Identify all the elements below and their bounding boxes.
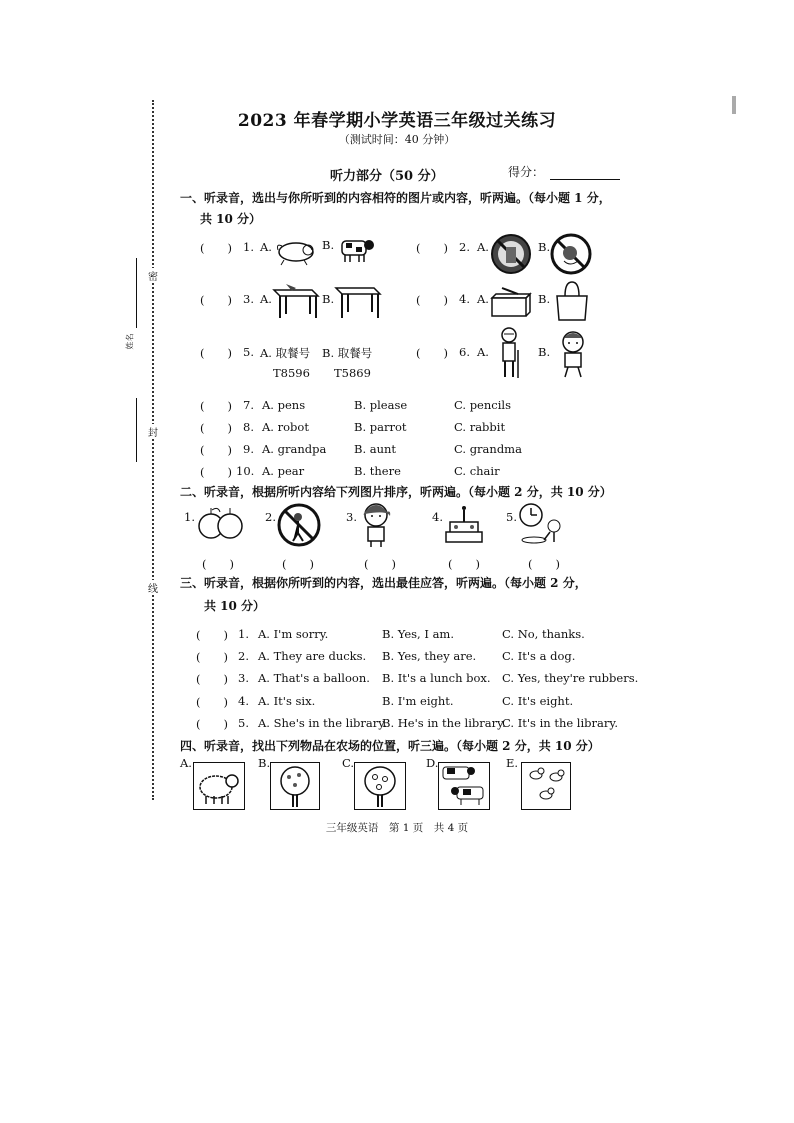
opt-c: C. It's a dog. [502,649,576,663]
score-label: 得分： [508,165,545,179]
opt-a: A. [477,240,489,254]
answer-blank[interactable]: ( ) [202,557,234,571]
answer-blank[interactable]: ( ) [282,557,314,571]
opt-b: B. [322,238,335,252]
tree-box [270,762,320,810]
desk-image [334,280,382,320]
boy-image [556,330,590,380]
birthday-cake-image [442,504,486,546]
option-letter: E. [506,756,519,770]
q-num: 10. [236,464,255,478]
opt-c: C. rabbit [454,420,506,434]
opt-b: B. parrot [354,420,407,434]
opt-b: B. [322,292,335,306]
cows-image [439,763,489,809]
opt-a: A. pear [262,464,305,478]
pencil-box-image [488,284,534,320]
answer-blank[interactable]: ( ) [200,293,232,307]
side-xian: 线 [148,580,158,595]
opt-b: B. I'm eight. [382,694,454,708]
pig-image [274,236,324,266]
q-num: 3. [243,292,254,306]
option-letter: A. [180,756,192,770]
sheep-image [194,763,244,809]
no-climbing-sign-image [490,233,532,275]
apples-image [196,504,244,544]
page-title: 2023 年春学期小学英语三年级过关练习 [237,111,557,131]
opt-a: A. I'm sorry. [258,627,329,641]
side-blank-line [136,398,137,462]
opt-a: A. [477,292,489,306]
q-num: 7. [243,398,254,412]
q-num: 5. [243,345,254,359]
opt-c: C. It's in the library. [502,716,619,730]
sec1-heading: 一、听录音，选出与你所听到的内容相符的图片或内容，听两遍。（每小题 1 分， [180,191,611,205]
pic-num: 5. [506,510,517,524]
option-letter: C. [342,756,355,770]
opt-c: C. grandma [454,442,522,456]
answer-blank[interactable]: ( ) [196,628,228,642]
q-num: 2. [238,649,249,663]
sec2-heading: 二、听录音，根据所听内容给下列图片排序，听两遍。（每小题 2 分，共 10 分） [180,485,612,499]
opt-a: A. pens [262,398,306,412]
opt-b: B. Yes, I am. [382,627,454,641]
birds-image [522,763,570,809]
opt-a: A. It's six. [258,694,316,708]
pic-num: 1. [184,510,195,524]
pic-num: 4. [432,510,443,524]
answer-blank[interactable]: ( ) [196,717,228,731]
sheep-box [193,762,245,810]
side-blank-line [136,258,137,328]
no-eating-sign-image [550,233,592,275]
option-letter: B. [258,756,271,770]
opt-b: B. there [354,464,401,478]
pic-num: 2. [265,510,276,524]
q-num: 5. [238,716,249,730]
answer-blank[interactable]: ( ) [200,241,232,255]
opt-a: A. robot [262,420,309,434]
opt-b: B. please [354,398,408,412]
answer-blank[interactable]: ( ) [196,650,228,664]
answer-blank[interactable]: ( ) [416,241,448,255]
opt-b: B. He's in the library. [382,716,506,730]
bag-image [553,280,591,322]
q-num: 1. [243,240,254,254]
opt-a: A. She's in the library. [258,716,387,730]
q-num: 9. [243,442,254,456]
test-time: （测试时间：40 分钟） [338,133,456,146]
q-num: 2. [459,240,470,254]
opt-c: C. It's eight. [502,694,574,708]
opt-b: B. It's a lunch box. [382,671,491,685]
side-name-label: 姓名 [125,333,135,350]
pic-num: 3. [346,510,357,524]
opt-c: C. chair [454,464,500,478]
tree-image [271,763,319,809]
desk-with-item-image [272,280,320,320]
opt-a: A. That's a balloon. [258,671,370,685]
answer-blank[interactable]: ( ) [364,557,396,571]
answer-blank[interactable]: ( ) [416,293,448,307]
q-num: 8. [243,420,254,434]
opt-a: A. [260,240,272,254]
no-littering-sign-image [276,502,322,548]
opt-b: B. [538,345,551,359]
score-field[interactable] [508,163,620,180]
option-letter: D. [426,756,439,770]
answer-blank[interactable]: ( ) [196,695,228,709]
opt-b-code: T5869 [334,366,371,380]
q-num: 3. [238,671,249,685]
opt-a-code: T8596 [273,366,310,380]
answer-blank[interactable]: ( ) [196,672,228,686]
opt-b: B. Yes, they are. [382,649,477,663]
answer-blank[interactable]: ( ) [200,346,232,360]
q-num: 1. [238,627,249,641]
opt-a: A. grandpa [262,442,327,456]
opt-b: B. 取餐号 [322,346,373,360]
opt-b: B. [538,240,551,254]
birds-box [521,762,571,810]
opt-a: A. They are ducks. [258,649,367,663]
cow-image [334,233,376,265]
opt-b: B. [538,292,551,306]
girl-image [356,500,396,548]
fruit-tree-box [354,762,406,810]
cows-box [438,762,490,810]
answer-blank[interactable]: ( ) [200,421,232,435]
opt-b: B. aunt [354,442,397,456]
opt-c: C. No, thanks. [502,627,585,641]
clock-and-eating-image [516,502,564,546]
sec1-heading-2: 共 10 分） [200,212,262,226]
grandpa-image [494,326,524,380]
opt-a: A. [477,345,489,359]
opt-a: A. 取餐号 [260,346,311,360]
sec3-heading-2: 共 10 分） [204,599,266,613]
answer-blank[interactable]: ( ) [416,346,448,360]
part-title: 听力部分（50 分） [330,169,444,184]
answer-blank[interactable]: ( ) [200,399,232,413]
sec4-heading: 四、听录音，找出下列物品在农场的位置，听三遍。（每小题 2 分，共 10 分） [180,739,600,753]
side-feng: 封 [148,424,158,439]
score-blank[interactable] [550,167,620,180]
answer-blank[interactable]: ( ) [448,557,480,571]
page-footer: 三年级英语 第 1 页 共 4 页 [325,822,469,834]
side-mi: 密 [148,268,158,283]
binding-dotted-line [152,100,154,800]
answer-blank[interactable]: ( ) [528,557,560,571]
fruit-tree-image [355,763,405,809]
q-num: 6. [459,345,470,359]
sec3-heading: 三、听录音，根据你所听到的内容，选出最佳应答，听两遍。（每小题 2 分， [180,576,587,590]
q-num: 4. [238,694,249,708]
answer-blank[interactable]: ( ) [200,443,232,457]
opt-c: C. pencils [454,398,511,412]
answer-blank[interactable]: ( ) [200,465,232,479]
opt-c: C. Yes, they're rubbers. [502,671,639,685]
opt-a: A. [260,292,272,306]
q-num: 4. [459,292,470,306]
